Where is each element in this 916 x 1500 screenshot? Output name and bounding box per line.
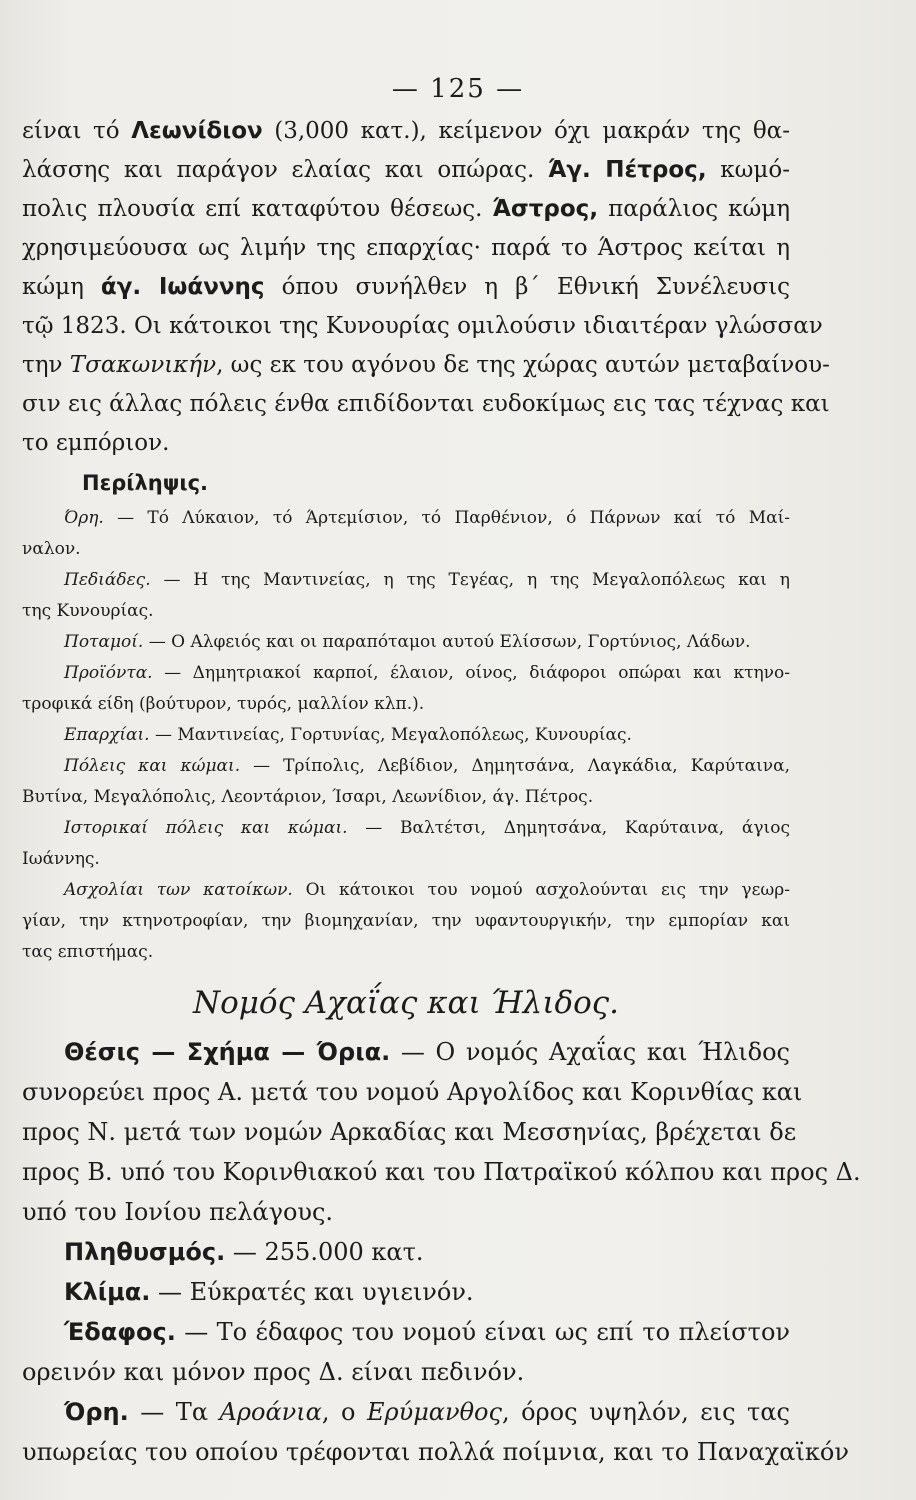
p1-line (22, 190, 790, 229)
bold-term: Όρη. (64, 1398, 129, 1426)
p1-line (22, 112, 790, 151)
italic-term: Όρη. (64, 508, 104, 528)
page-body (22, 112, 861, 1472)
italic-term: Ερύμανθος (366, 1398, 502, 1426)
summary-list (22, 503, 790, 968)
text-run: κωμό- (706, 157, 790, 183)
text-run: — 255.000 κατ. (225, 1238, 424, 1266)
p2-line (22, 1352, 790, 1392)
page-number: — 125 — (391, 74, 525, 104)
p2-line (22, 1392, 790, 1432)
text-run: — Ο Αλφειός και οι παραπόταμοι αυτού Ελίσσων, Γορτύνιος, Λάδων. (143, 632, 751, 652)
text-run: ορεινόν και μόνον προς Δ. είναι πεδινόν. (22, 1358, 525, 1386)
summary-line (22, 782, 790, 813)
p2-line (22, 1072, 803, 1112)
text-run: , ως εκ του αγόνου δε της χώρας αυτών μεταβαίνου- (216, 352, 830, 378)
text-run: Οι κάτοικοι του νομού ασχολούνται εις την γεωρ- (292, 880, 791, 900)
bold-term: άγ. Ιωάννης (100, 274, 265, 300)
text-run: , ο (321, 1398, 367, 1426)
text-run: — Δημητριακοί καρποί, έλαιον, οίνος, διάφοροι οπώραι και κτηνο- (152, 663, 790, 683)
summary-line (22, 813, 790, 844)
italic-term: Προϊόντα. (64, 663, 153, 683)
bold-term: Θέσις — Σχήμα — Όρια. (64, 1038, 391, 1066)
text-run: Ιωάννης. (22, 849, 100, 869)
p1-line (22, 346, 830, 385)
bold-term: Άγ. Πέτρος, (548, 157, 707, 183)
text-run: προς Β. υπό του Κορινθιακού και του Πατραϊκού κόλπου και προς Δ. (22, 1158, 861, 1186)
bold-term: Έδαφος. (64, 1318, 176, 1346)
text-run: τῷ 1823. Οι κάτοικοι της Κυνουρίας ομιλούσιν ιδιαιτέραν γλώσσαν (22, 313, 823, 339)
text-run: ναλον. (22, 539, 81, 559)
summary-line (22, 937, 790, 968)
italic-term: Επαρχίαι. (64, 725, 150, 745)
summary-line (22, 503, 790, 534)
text-run: , όρος υψηλόν, εις τας (501, 1398, 790, 1426)
bold-term: Πληθυσμός. (64, 1238, 226, 1266)
text-run: — Τρίπολις, Λεβίδιον, Δημητσάνα, Λαγκάδια, Καρύταινα, (240, 756, 790, 776)
text-run: — Βαλτέτσι, Δημητσάνα, Καρύταινα, άγιος (347, 818, 790, 838)
text-run: — Τα (128, 1398, 220, 1426)
italic-term: Ασχολίαι των κατοίκων. (64, 880, 293, 900)
p2-line (22, 1312, 790, 1352)
p1-line (22, 424, 790, 463)
text-run: όπου συνήλθεν η β΄ Εθνική Συνέλευσις (264, 274, 790, 300)
section-title: Νομός Αχαΐας και Ήλιδος. (192, 985, 620, 1021)
paragraph-achaia-elis (22, 1032, 861, 1472)
text-run: — Εύκρατές και υγιεινόν. (150, 1278, 474, 1306)
p1-line (22, 268, 790, 307)
text-run: την (22, 352, 70, 378)
text-run: — Μαντινείας, Γορτυνίας, Μεγαλοπόλεως, Κυνουρίας. (149, 725, 632, 745)
summary-line (22, 906, 790, 937)
summary-line (22, 689, 790, 720)
text-run: σιν εις άλλας πόλεις ένθα επιδίδονται ευδοκίμως εις τας τέχνας και (22, 391, 830, 417)
p2-line (22, 1272, 790, 1312)
summary-line (22, 596, 790, 627)
text-run: τας επιστήμας. (22, 942, 154, 962)
text-run: γίαν, την κτηνοτροφίαν, την βιομηχανίαν, την υφαντουργικήν, την εμπορίαν και (22, 911, 790, 931)
text-run: προς Ν. μετά των νομών Αρκαδίας και Μεσσηνίας, βρέχεται δε (22, 1118, 797, 1146)
p1-line (22, 385, 830, 424)
text-run: — Ο νομός Αχαΐας και Ήλιδος (390, 1038, 790, 1066)
italic-term: Πόλεις και κώμαι. (64, 756, 241, 776)
text-run: — Το έδαφος του νομού είναι ως επί το πλείστον (175, 1318, 790, 1346)
text-run: πολις πλουσία επί καταφύτου θέσεως. (22, 196, 493, 222)
summary-line (22, 627, 790, 658)
text-run: — Τό Λύκαιον, τό Άρτεμίσιον, τό Παρθένιον, ό Πάρνων καί τό Μαί- (103, 508, 790, 528)
text-run: υπό του Ιονίου πελάγους. (22, 1198, 334, 1226)
bold-term: Άστρος, (492, 196, 599, 222)
text-run: τροφικά είδη (βούτυρον, τυρός, μαλλίον κλπ.). (22, 694, 425, 714)
text-run: παράλιος κώμη (598, 196, 790, 222)
p2-line (22, 1432, 849, 1472)
italic-term: Ποταμοί. (64, 632, 144, 652)
text-run: χρησιμεύουσα ως λιμήν της επαρχίας· παρά το Άστρος κείται η (22, 235, 790, 261)
paragraph-arcadia-towns (22, 112, 830, 463)
italic-term: Πεδιάδες. (64, 570, 151, 590)
text-run: Βυτίνα, Μεγαλόπολις, Λεοντάριον, Ίσαρι, Λεωνίδιον, άγ. Πέτρος. (22, 787, 594, 807)
summary-line (22, 565, 790, 596)
p2-line (22, 1232, 790, 1272)
italic-term: Τσακωνικήν (69, 352, 217, 378)
text-run: (3,000 κατ.), κείμενον όχι μακράν της θα- (262, 118, 790, 144)
summary-line (22, 844, 790, 875)
text-run: — Η της Μαντινείας, η της Τεγέας, η της Μεγαλοπόλεως και η (150, 570, 790, 590)
p1-line (22, 229, 790, 268)
summary-line (22, 534, 790, 565)
summary-line (22, 751, 790, 782)
bold-term: Λεωνίδιον (131, 118, 263, 144)
summary-line (22, 658, 790, 689)
p1-line (22, 307, 823, 346)
summary-line (22, 875, 790, 906)
text-run: το εμπόριον. (22, 430, 170, 456)
text-run: της Κυνουρίας. (22, 601, 154, 621)
text-run: λάσσης και παράγον ελαίας και οπώρας. (22, 157, 549, 183)
p2-line (22, 1032, 790, 1072)
p1-line (22, 151, 790, 190)
p2-line (22, 1112, 797, 1152)
summary-heading: Περίληψις. (82, 471, 208, 495)
p2-line (22, 1192, 790, 1232)
text-run: συνορεύει προς Α. μετά του νομού Αργολίδος και Κορινθίας και (22, 1078, 803, 1106)
summary-line (22, 720, 790, 751)
bold-term: Κλίμα. (64, 1278, 151, 1306)
italic-term: Ιστορικαί πόλεις και κώμαι. (64, 818, 348, 838)
text-run: υπωρείας του οποίου τρέφονται πολλά ποίμνια, και το Παναχαϊκόν (22, 1438, 849, 1466)
italic-term: Αροάνια (219, 1398, 322, 1426)
text-run: είναι τό (22, 118, 132, 144)
p2-line (22, 1152, 861, 1192)
text-run: κώμη (22, 274, 101, 300)
